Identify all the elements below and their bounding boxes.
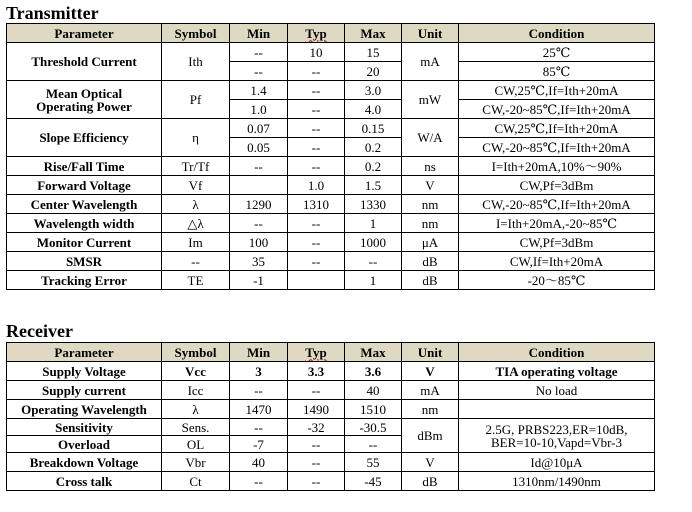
typ-cell: -- — [288, 119, 345, 138]
min-cell: 40 — [230, 453, 288, 472]
min-cell: -- — [230, 157, 288, 176]
parameter-cell: Monitor Current — [7, 233, 162, 252]
table-row — [7, 362, 655, 381]
symbol-cell: Ct — [162, 472, 230, 491]
typ-cell: -- — [288, 214, 345, 233]
parameter-cell: Center Wavelength — [7, 195, 162, 214]
symbol-cell: -- — [162, 252, 230, 271]
min-cell: 0.05 — [230, 138, 288, 157]
condition-cell: I=Ith+20mA,10%～90% — [459, 157, 655, 176]
unit-cell: V — [402, 453, 459, 472]
symbol-cell: η — [162, 119, 230, 157]
max-cell: -30.5 — [345, 419, 402, 436]
table-row — [7, 81, 655, 100]
min-cell: -- — [230, 381, 288, 400]
max-cell: 1330 — [345, 195, 402, 214]
max-cell: 1 — [345, 271, 402, 290]
max-cell: 1.5 — [345, 176, 402, 195]
typ-cell: 10 — [288, 43, 345, 62]
typ-cell: 1.0 — [288, 176, 345, 195]
max-cell: -- — [345, 436, 402, 453]
parameter-cell: SMSR — [7, 252, 162, 271]
condition-cell: CW,Pf=3dBm — [459, 233, 655, 252]
header-cell — [288, 24, 345, 43]
parameter-cell — [7, 81, 162, 119]
parameter-cell: Breakdown Voltage — [7, 453, 162, 472]
receiver-table — [6, 342, 655, 491]
unit-cell: V — [402, 362, 459, 381]
typ-cell: -- — [288, 453, 345, 472]
table-row — [7, 119, 655, 138]
table-row — [7, 233, 655, 252]
min-cell: -- — [230, 62, 288, 81]
header-cell: Parameter — [7, 343, 162, 362]
max-cell: -45 — [345, 472, 402, 491]
header-cell: Symbol — [162, 343, 230, 362]
unit-cell: nm — [402, 214, 459, 233]
min-cell: 1.4 — [230, 81, 288, 100]
unit-cell: nm — [402, 195, 459, 214]
typ-cell: -- — [288, 252, 345, 271]
typ-cell: -- — [288, 100, 345, 119]
max-cell: 55 — [345, 453, 402, 472]
max-cell: 4.0 — [345, 100, 402, 119]
min-cell: 0.07 — [230, 119, 288, 138]
unit-cell: ns — [402, 157, 459, 176]
condition-cell: Id@10μA — [459, 453, 655, 472]
condition-cell: 85℃ — [459, 62, 655, 81]
min-cell: -1 — [230, 271, 288, 290]
condition-cell: CW,Pf=3dBm — [459, 176, 655, 195]
unit-cell: W/A — [402, 119, 459, 157]
symbol-cell: Pf — [162, 81, 230, 119]
condition-cell: CW,-20~85℃,If=Ith+20mA — [459, 100, 655, 119]
parameter-cell: Wavelength width — [7, 214, 162, 233]
typ-cell: -- — [288, 472, 345, 491]
typ-cell: 1490 — [288, 400, 345, 419]
header-cell — [288, 343, 345, 362]
typ-cell: -- — [288, 157, 345, 176]
header-cell: Parameter — [7, 24, 162, 43]
table-row — [7, 271, 655, 290]
condition-cell: CW,If=Ith+20mA — [459, 252, 655, 271]
min-cell: 35 — [230, 252, 288, 271]
table-row — [7, 419, 655, 436]
condition-cell: TIA operating voltage — [459, 362, 655, 381]
min-cell: 3 — [230, 362, 288, 381]
header-cell: Condition — [459, 343, 655, 362]
symbol-cell: Vbr — [162, 453, 230, 472]
condition-cell: CW,25℃,If=Ith+20mA — [459, 119, 655, 138]
unit-cell: V — [402, 176, 459, 195]
typ-cell: -- — [288, 233, 345, 252]
typ-cell: -- — [288, 381, 345, 400]
max-cell: -- — [345, 252, 402, 271]
parameter-cell: Overload — [7, 436, 162, 453]
parameter-cell: Supply Voltage — [7, 362, 162, 381]
parameter-line: Operating Power — [36, 98, 132, 114]
symbol-cell: Tr/Tf — [162, 157, 230, 176]
typ-cell: 3.3 — [288, 362, 345, 381]
typ-cell: -- — [288, 138, 345, 157]
typ-cell: -32 — [288, 419, 345, 436]
table-row — [7, 381, 655, 400]
header-cell: Max — [345, 343, 402, 362]
parameter-cell: Supply current — [7, 381, 162, 400]
table-row — [7, 214, 655, 233]
symbol-cell: TE — [162, 271, 230, 290]
symbol-cell: λ — [162, 400, 230, 419]
table-row — [7, 43, 655, 62]
parameter-cell: Tracking Error — [7, 271, 162, 290]
parameter-cell: Cross talk — [7, 472, 162, 491]
unit-cell: μA — [402, 233, 459, 252]
symbol-cell: Ith — [162, 43, 230, 81]
parameter-cell: Threshold Current — [7, 43, 162, 81]
condition-cell — [459, 400, 655, 419]
min-cell: -- — [230, 472, 288, 491]
unit-cell: nm — [402, 400, 459, 419]
header-cell: Unit — [402, 24, 459, 43]
unit-cell: dB — [402, 271, 459, 290]
min-cell: -- — [230, 214, 288, 233]
max-cell: 3.0 — [345, 81, 402, 100]
typ-cell: -- — [288, 62, 345, 81]
header-cell: Max — [345, 24, 402, 43]
unit-cell: mA — [402, 381, 459, 400]
typ-cell: -- — [288, 436, 345, 453]
symbol-cell: Vcc — [162, 362, 230, 381]
condition-cell: 1310nm/1490nm — [459, 472, 655, 491]
min-cell: 1.0 — [230, 100, 288, 119]
max-cell: 20 — [345, 62, 402, 81]
max-cell: 0.2 — [345, 157, 402, 176]
min-cell: -7 — [230, 436, 288, 453]
table-row — [7, 453, 655, 472]
typ-header-text: Typ — [305, 25, 327, 41]
max-cell: 1 — [345, 214, 402, 233]
table-row — [7, 400, 655, 419]
table-row — [7, 157, 655, 176]
symbol-cell: λ — [162, 195, 230, 214]
typ-cell: -- — [288, 81, 345, 100]
min-cell: 1470 — [230, 400, 288, 419]
typ-cell: 1310 — [288, 195, 345, 214]
unit-cell: dB — [402, 472, 459, 491]
condition-cell: 25℃ — [459, 43, 655, 62]
condition-cell: -20～85℃ — [459, 271, 655, 290]
table-row — [7, 195, 655, 214]
header-cell: Min — [230, 343, 288, 362]
table-row — [7, 252, 655, 271]
condition-line: BER=10-10,Vapd=Vbr-3 — [490, 434, 623, 450]
header-cell: Condition — [459, 24, 655, 43]
symbol-cell: Sens. — [162, 419, 230, 436]
header-cell: Unit — [402, 343, 459, 362]
symbol-cell: Icc — [162, 381, 230, 400]
parameter-cell: Sensitivity — [7, 419, 162, 436]
symbol-cell: Vf — [162, 176, 230, 195]
max-cell: 0.2 — [345, 138, 402, 157]
condition-cell: CW,-20~85℃,If=Ith+20mA — [459, 138, 655, 157]
max-cell: 1510 — [345, 400, 402, 419]
max-cell: 1000 — [345, 233, 402, 252]
max-cell: 40 — [345, 381, 402, 400]
table-header-row — [7, 343, 655, 362]
condition-cell: CW,-20~85℃,If=Ith+20mA — [459, 195, 655, 214]
min-cell: 100 — [230, 233, 288, 252]
parameter-cell: Slope Efficiency — [7, 119, 162, 157]
table-header-row — [7, 24, 655, 43]
parameter-cell: Forward Voltage — [7, 176, 162, 195]
header-cell: Min — [230, 24, 288, 43]
max-cell: 0.15 — [345, 119, 402, 138]
table-row — [7, 472, 655, 491]
receiver-title: Receiver — [6, 321, 73, 341]
transmitter-title: Transmitter — [6, 3, 99, 23]
symbol-cell: △λ — [162, 214, 230, 233]
max-cell: 15 — [345, 43, 402, 62]
symbol-cell: OL — [162, 436, 230, 453]
min-cell — [230, 176, 288, 195]
condition-cell — [459, 419, 655, 453]
parameter-line: Mean Optical — [45, 85, 123, 101]
condition-line: 2.5G, PRBS223,ER=10dB, — [485, 421, 628, 437]
max-cell: 3.6 — [345, 362, 402, 381]
unit-cell: mW — [402, 81, 459, 119]
typ-header-text: Typ — [305, 344, 327, 360]
symbol-cell: Im — [162, 233, 230, 252]
unit-cell: mA — [402, 43, 459, 81]
condition-cell: CW,25℃,If=Ith+20mA — [459, 81, 655, 100]
condition-cell: I=Ith+20mA,-20~85℃ — [459, 214, 655, 233]
condition-cell: No load — [459, 381, 655, 400]
parameter-cell: Operating Wavelength — [7, 400, 162, 419]
parameter-cell: Rise/Fall Time — [7, 157, 162, 176]
min-cell: 1290 — [230, 195, 288, 214]
typ-cell — [288, 271, 345, 290]
unit-cell: dBm — [402, 419, 459, 453]
min-cell: -- — [230, 43, 288, 62]
unit-cell: dB — [402, 252, 459, 271]
header-cell: Symbol — [162, 24, 230, 43]
min-cell: -- — [230, 419, 288, 436]
transmitter-table — [6, 23, 655, 290]
table-row — [7, 176, 655, 195]
